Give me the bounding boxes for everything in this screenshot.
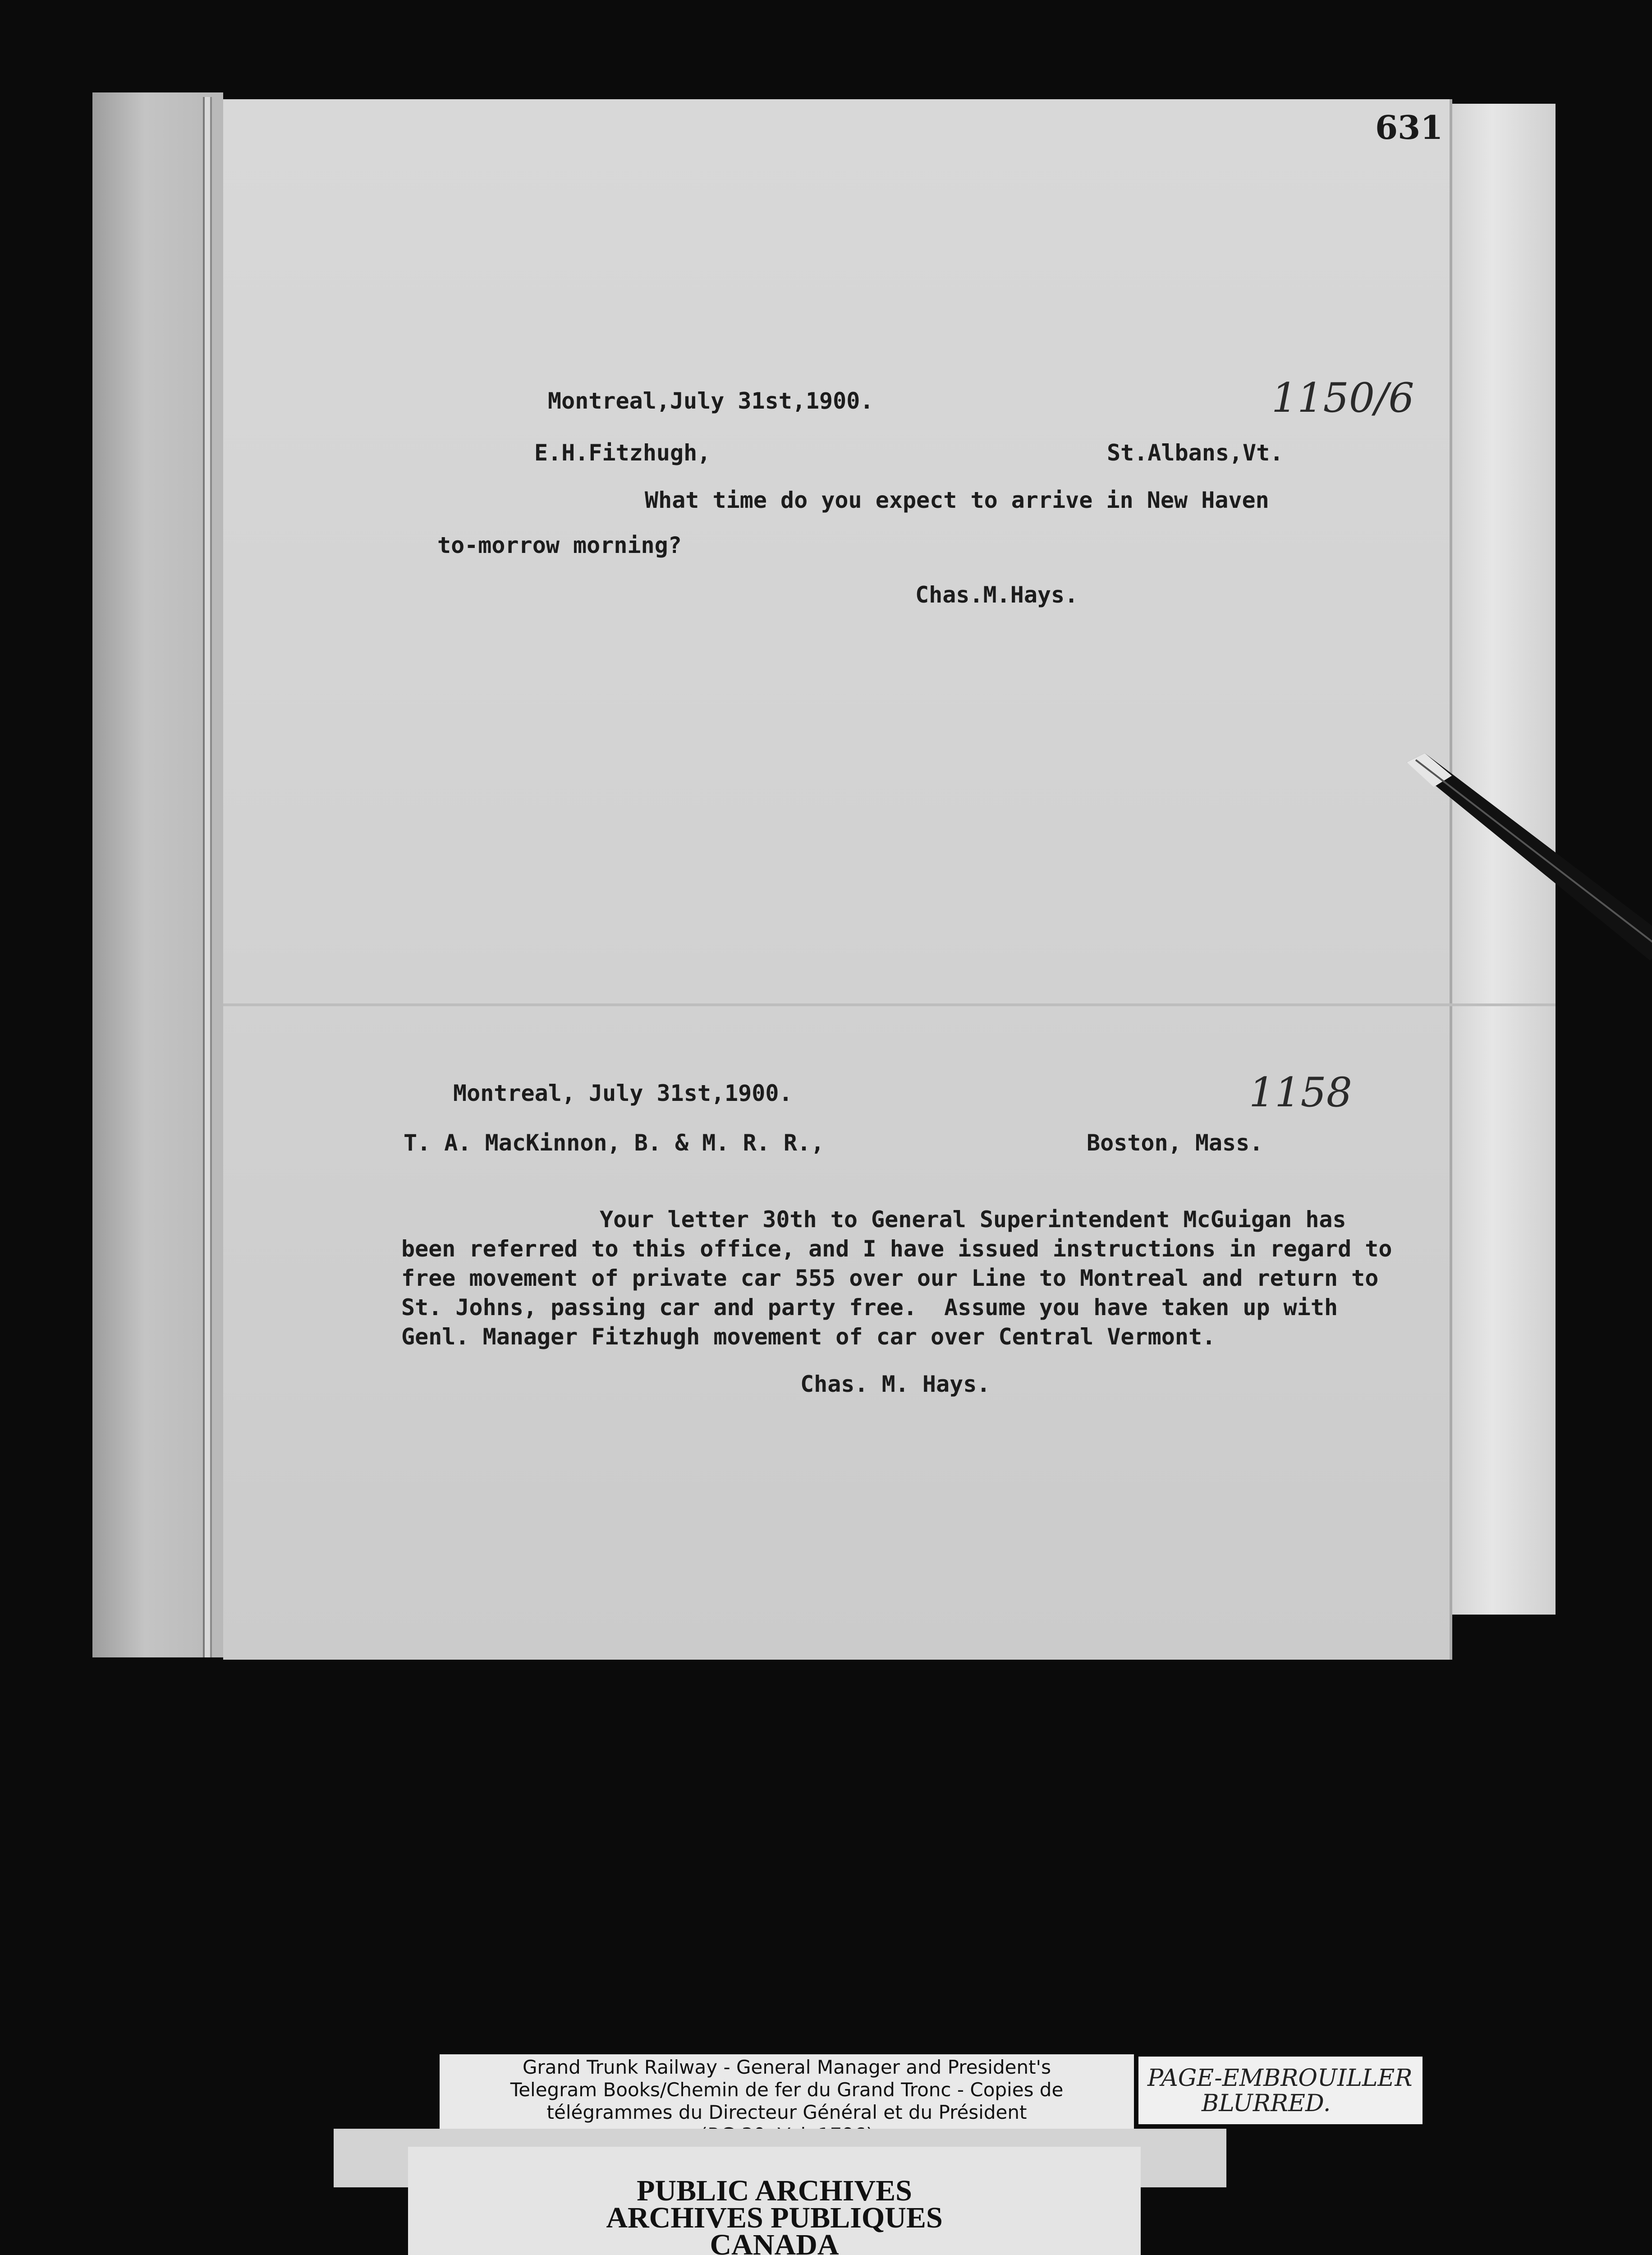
side-note-line-2: BLURRED. [1202, 2090, 1331, 2117]
binding-line [203, 97, 212, 1657]
stamp-line: ARCHIVES PUBLIQUES [606, 2201, 943, 2234]
caption-line: Telegram Books/Chemin de fer du Grand Tronc - Copies de [510, 2079, 1064, 2101]
telegram-1-handwritten-number: 1150/6 [1271, 374, 1414, 422]
stamp-line: PUBLIC ARCHIVES [637, 2174, 912, 2207]
telegram-1-destination: St.Albans,Vt. [1107, 440, 1284, 466]
telegram-2-handwritten-number: 1158 [1249, 1069, 1353, 1116]
pen-icon [1398, 744, 1652, 970]
stamp-line: CANADA [710, 2228, 839, 2255]
document-sheet [223, 99, 1450, 1660]
archives-stamp [408, 2147, 1141, 2255]
telegram-2-destination: Boston, Mass. [1087, 1130, 1263, 1156]
telegram-2-body-line: Genl. Manager Fitzhugh movement of car over Central Vermont. [401, 1324, 1216, 1350]
page-number: 631 [1375, 108, 1443, 147]
telegram-1-body-line-2: to-morrow morning? [437, 532, 682, 558]
telegram-1-date: Montreal,July 31st,1900. [548, 388, 874, 414]
telegram-1-signature: Chas.M.Hays. [915, 582, 1078, 608]
side-note-line-1: PAGE-EMBROUILLER [1147, 2065, 1413, 2092]
caption-line: télégrammes du Directeur Général et du Président [546, 2101, 1027, 2123]
fold-line [223, 1003, 1556, 1006]
telegram-2-recipient: T. A. MacKinnon, B. & M. R. R., [404, 1130, 825, 1156]
telegram-2-date: Montreal, July 31st,1900. [453, 1080, 793, 1106]
telegram-1-recipient: E.H.Fitzhugh, [534, 440, 711, 466]
telegram-2-body-line: Your letter 30th to General Superintendent McGuigan has [600, 1206, 1346, 1233]
telegram-2-body-line: St. Johns, passing car and party free. Assume you have taken up with [401, 1294, 1338, 1321]
telegram-1-body-line-1: What time do you expect to arrive in New Haven [645, 487, 1269, 513]
telegram-2-signature: Chas. M. Hays. [800, 1371, 991, 1397]
telegram-2-body-line: free movement of private car 555 over our Line to Montreal and return to [401, 1265, 1379, 1291]
blurred-note [1138, 2057, 1423, 2124]
telegram-2-body-line: been referred to this office, and I have issued instructions in regard to [401, 1236, 1392, 1262]
caption-line: Grand Trunk Railway - General Manager and President's [522, 2056, 1051, 2078]
